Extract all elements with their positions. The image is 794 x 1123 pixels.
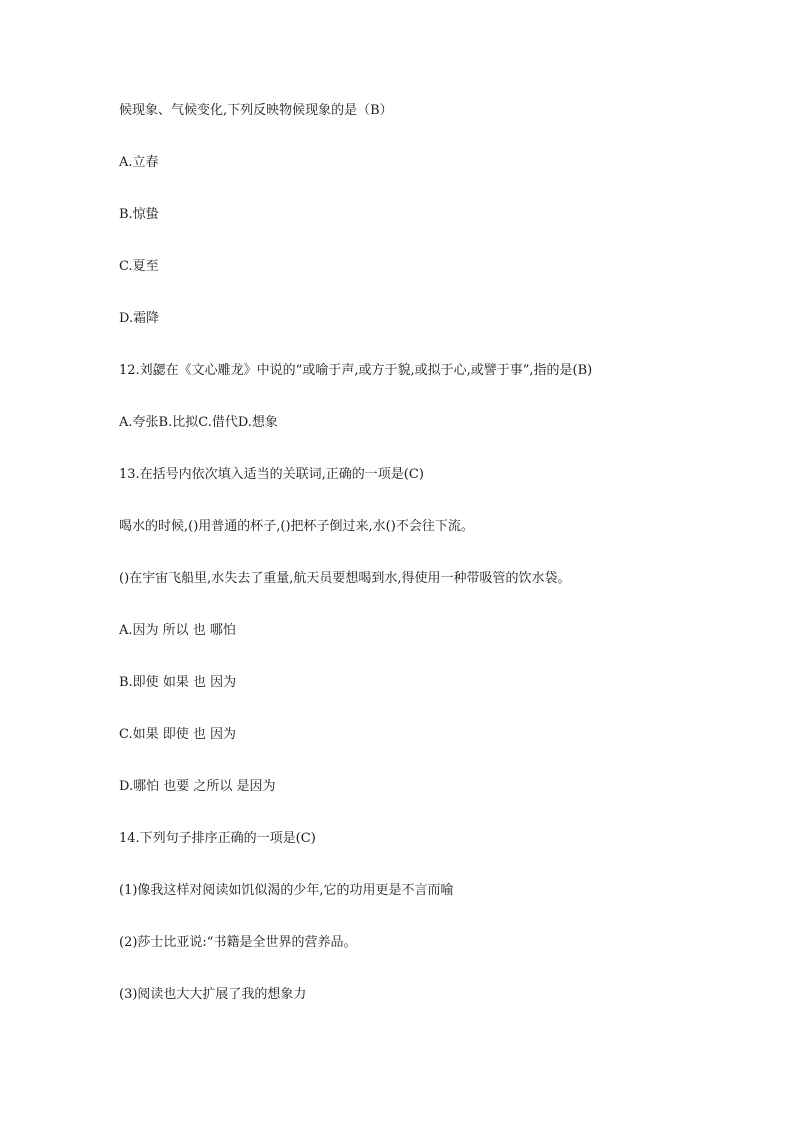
question-13-passage-line-2: ()在宇宙飞船里,水失去了重量,航天员要想喝到水,得使用一种带吸管的饮水袋。 bbox=[119, 571, 571, 586]
question-14-sentence-1: (1)像我这样对阅读如饥似渴的少年,它的功用更是不言而喻 bbox=[119, 883, 454, 898]
question-13-passage-line-1: 喝水的时候,()用普通的杯子,()把杯子倒过来,水()不会往下流。 bbox=[119, 519, 474, 534]
question-11-option-c: C.夏至 bbox=[119, 259, 159, 274]
question-13-option-a: A.因为 所以 也 哪怕 bbox=[119, 623, 236, 638]
question-13-stem: 13.在括号内依次填入适当的关联词,正确的一项是(C) bbox=[119, 467, 424, 482]
question-13-option-d: D.哪怕 也要 之所以 是因为 bbox=[119, 779, 276, 794]
question-14-sentence-2: (2)莎士比亚说:“书籍是全世界的营养品。 bbox=[119, 935, 357, 950]
question-11-option-a: A.立春 bbox=[119, 155, 159, 170]
question-14-stem: 14.下列句子排序正确的一项是(C) bbox=[119, 831, 316, 846]
question-11-option-d: D.霜降 bbox=[119, 311, 160, 326]
question-12-stem: 12.刘勰在《文心雕龙》中说的“或喻于声,或方于貌,或拟于心,或譬于事”,指的是(B) bbox=[119, 363, 593, 378]
question-13-option-c: C.如果 即使 也 因为 bbox=[119, 727, 237, 742]
question-11-stem-continuation: 候现象、气候变化,下列反映物候现象的是（B） bbox=[119, 103, 393, 118]
question-13-option-b: B.即使 如果 也 因为 bbox=[119, 675, 237, 690]
question-11-option-b: B.惊蛰 bbox=[119, 207, 159, 222]
question-14-sentence-3: (3)阅读也大大扩展了我的想象力 bbox=[119, 987, 307, 1002]
question-12-options: A.夸张B.比拟C.借代D.想象 bbox=[119, 415, 278, 430]
